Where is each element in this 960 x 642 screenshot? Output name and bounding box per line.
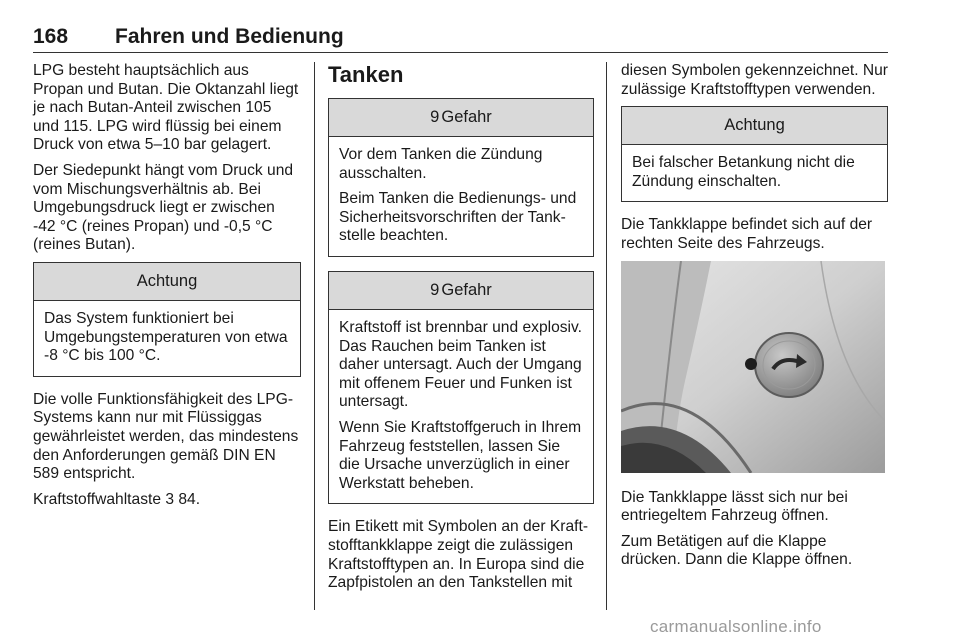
warning-triangle-icon: 9: [430, 281, 440, 300]
watermark: carmanualsonline.info: [650, 617, 822, 636]
column-middle: [328, 62, 594, 600]
column-divider: [606, 62, 607, 610]
column-left: [33, 62, 301, 516]
paragraph-fuel-selector: [33, 491, 301, 510]
paragraph-lpg-function: Die volle Funktionsfähigkeit des LPG-Systems kann nur mit Flüssiggas gewährleistet werden, das mindestens den Anforderungen gemäß DIN EN 589 entspricht.: [33, 390, 299, 483]
danger-text: Wenn Sie Kraftstoffgeruch in Ihrem Fahrzeug feststellen, lassen Sie die Ursache unverzüglich in einer Werkstatt beheben.: [339, 418, 582, 492]
column-right: [621, 62, 888, 577]
danger-box-flammable: [328, 271, 594, 504]
warning-triangle-icon: 9: [430, 108, 440, 127]
danger-title: Gefahr: [441, 281, 492, 300]
notice-text: Bei falscher Betankung nicht die Zündung einschalten.: [632, 154, 855, 190]
section-title-tanken: Tanken: [328, 62, 404, 87]
danger-title: Gefahr: [441, 108, 492, 127]
paragraph-lpg-composition: LPG besteht hauptsächlich aus Propan und Butan. Die Oktanzahl liegt je nach Butan-Anteil zwischen 105 und 115. LPG wird flüssig bei einem Druck von etwa 5–10 bar gelagert.: [33, 62, 299, 154]
paragraph-fuel-label: Ein Etikett mit Symbolen an der Kraftstofftankklappe zeigt die zulässigen Kraftstofftypen an. In Europa sind die Zapfpistolen an den Tankstellen mit: [328, 518, 589, 592]
danger-box-ignition: [328, 98, 594, 257]
notice-box-temperature: [33, 262, 301, 377]
danger-text: Vor dem Tanken die Zündung ausschalten.: [339, 146, 543, 182]
paragraph-fuel-symbols: diesen Symbolen gekennzeichnet. Nur zulässige Kraftstofftypen verwenden.: [621, 62, 888, 98]
notice-title: Achtung: [34, 263, 300, 301]
paragraph-flap-location: Die Tankklappe befindet sich auf der rechten Seite des Fahrzeugs.: [621, 216, 873, 252]
page-reference-icon: 3: [165, 490, 175, 508]
page-number: 168: [33, 25, 69, 48]
column-divider: [314, 62, 315, 610]
page-header: [33, 22, 888, 53]
page-reference-number: 84.: [174, 490, 201, 508]
paragraph-flap-unlock: Die Tankklappe lässt sich nur bei entriegeltem Fahrzeug öffnen.: [621, 488, 848, 525]
paragraph-boiling-point: Der Siedepunkt hängt vom Druck und vom Mischungsverhältnis ab. Bei Umgebungsdruck liegt er zwischen -42 °C (reines Propan) und -0,5 °C (reines Butan).: [33, 161, 294, 254]
danger-text: Kraftstoff ist brennbar und explosiv. Das Rauchen beim Tanken ist daher untersagt. Auch der Umgang mit offenem Feuer und Funken ist untersagt.: [339, 318, 582, 411]
paragraph-flap-open: Zum Betätigen auf die Klappe drücken. Dann die Klappe öffnen.: [621, 532, 853, 569]
notice-title: Achtung: [622, 107, 887, 145]
notice-box-wrong-fuel: [621, 106, 888, 202]
fuel-flap-photo: [621, 261, 885, 473]
danger-text: Beim Tanken die Bedienungs- und Sicherheitsvorschriften der Tankstelle beachten.: [339, 190, 577, 245]
fuel-selector-label: Kraftstoffwahltaste: [33, 490, 166, 508]
page-title: Fahren und Bedienung: [115, 25, 344, 48]
notice-text: Das System funktioniert bei Umgebungstemperaturen von etwa -8 °C bis 100 °C.: [44, 309, 288, 365]
